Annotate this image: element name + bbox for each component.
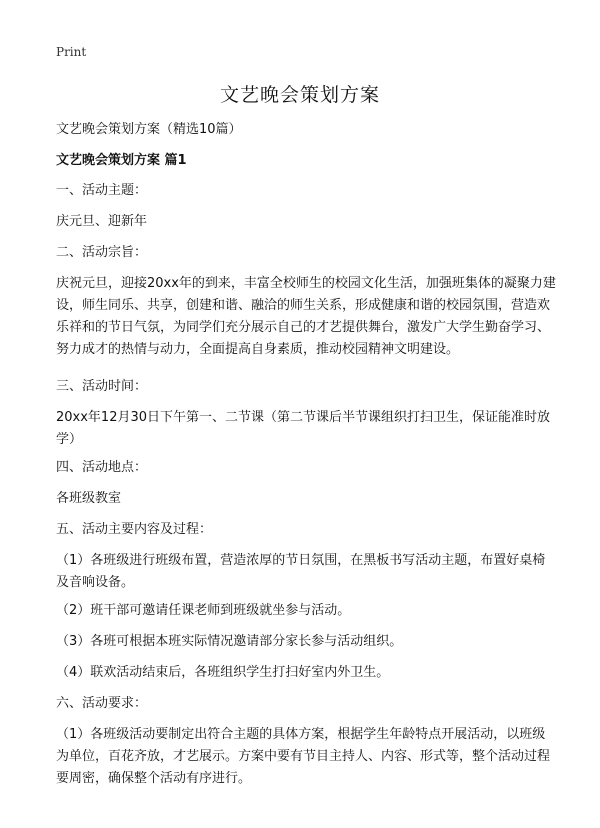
paragraph: 20xx年12月30日下午第一、二节课（第二节课后半节课组织打扫卫生，保证能准时放学） <box>56 410 551 447</box>
paragraph: 六、活动要求： <box>56 696 148 711</box>
paragraph: （4）联欢活动结束后，各班组织学生打扫好室内外卫生。 <box>56 665 390 680</box>
paragraph: （1）各班级活动要制定出符合主题的具体方案，根据学生年龄特点开展活动，以班级为单位，百花齐放，才艺展示。方案中要有节目主持人、内容、形式等，整个活动过程要周密，确保整个活动有序进行。 <box>56 727 551 786</box>
print-label: Print <box>56 45 87 59</box>
paragraph: 五、活动主要内容及过程： <box>56 522 213 537</box>
subtitle: 文艺晚会策划方案（精选10篇） <box>56 122 242 137</box>
paragraph: （2）班干部可邀请任课老师到班级就坐参与活动。 <box>56 603 351 618</box>
paragraph: 三、活动时间： <box>56 379 148 394</box>
paragraph: 一、活动主题： <box>56 183 148 198</box>
paragraph: 庆元旦、迎新年 <box>56 214 148 229</box>
paragraph: （3）各班可根据本班实际情况邀请部分家长参与活动组织。 <box>56 634 403 649</box>
paragraph: 四、活动地点： <box>56 460 148 475</box>
paragraph: 各班级教室 <box>56 491 122 506</box>
section-heading: 文艺晚会策划方案 篇1 <box>56 153 187 168</box>
paragraph: （1）各班级进行班级布置，营造浓厚的节日氛围，在黑板书写活动主题，布置好桌椅及音响设备。 <box>56 553 546 590</box>
paragraph: 庆祝元旦，迎接20xx年的到来，丰富全校师生的校园文化生活，加强班集体的凝聚力建设，师生同乐、共享，创建和谐、融洽的师生关系，形成健康和谐的校园氛围，营造欢乐祥和的节日气氛，为同学们充分展示自己的才艺提供舞台，激发广大学生勤奋学习、努力成才的热情与动力，全面提高自身素质，推动校园精神文明建设。 <box>56 276 556 357</box>
paragraph: 二、活动宗旨： <box>56 245 148 260</box>
page-title: 文艺晚会策划方案 <box>219 84 380 106</box>
